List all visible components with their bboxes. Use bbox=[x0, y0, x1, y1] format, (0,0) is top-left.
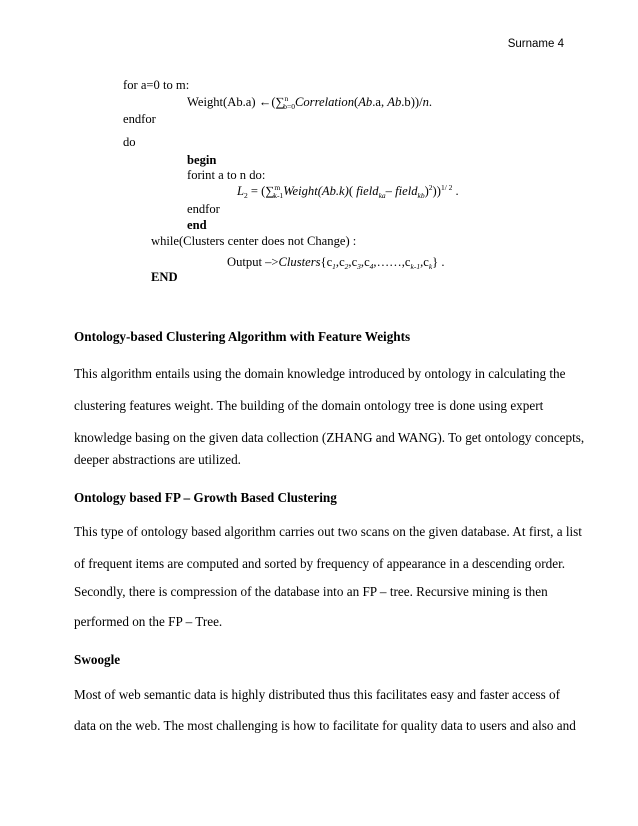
algo-line-END: END bbox=[151, 270, 178, 284]
section-heading-ontology-clustering: Ontology-based Clustering Algorithm with Feature Weights bbox=[74, 329, 411, 344]
algo-weight-arg1: Ab bbox=[358, 95, 373, 109]
algo-output-c2-pre: ,c bbox=[335, 255, 345, 269]
algo-l2-square: 2 bbox=[428, 183, 433, 192]
algo-weight-sum-sup: n bbox=[284, 94, 289, 103]
algo-line-endfor-2: endfor bbox=[187, 202, 220, 216]
section-heading-fp-growth: Ontology based FP – Growth Based Clustering bbox=[74, 490, 337, 505]
algo-output-c4-pre: ,c bbox=[360, 255, 370, 269]
algo-l2-sum-sub: k-1 bbox=[273, 191, 284, 200]
algo-line-forint: forint a to n do: bbox=[187, 168, 266, 182]
algo-output-c4: 4 bbox=[369, 262, 374, 271]
algo-l2-exponent: 1/ 2 bbox=[440, 183, 453, 192]
algo-l2-field1-sub: ka bbox=[378, 191, 386, 200]
algo-l2-fn: Weight bbox=[283, 184, 318, 198]
running-head: Surname 4 bbox=[507, 38, 564, 50]
algo-weight-prefix: Weight(Ab.a) ←(∑ bbox=[187, 95, 285, 109]
algo-weight-arg2: Ab bbox=[387, 95, 402, 109]
paragraph-line: This algorithm entails using the domain knowledge introduced by ontology in calculating the bbox=[74, 366, 566, 381]
algo-weight-open: ( bbox=[354, 95, 359, 109]
algo-output-ck-pre: ,c bbox=[420, 255, 429, 269]
algo-weight-fn: Correlation bbox=[294, 95, 354, 109]
algo-l2-end: . bbox=[452, 184, 459, 198]
algo-l2-args: (Ab.k) bbox=[317, 184, 349, 198]
paragraph-line: Secondly, there is compression of the database into an FP – tree. Recursive mining is then bbox=[74, 584, 548, 599]
algo-line-output bbox=[227, 255, 445, 271]
algo-line-weight bbox=[187, 95, 432, 111]
algo-l2-field1: field bbox=[356, 184, 379, 198]
algo-output-ck: k bbox=[428, 262, 433, 271]
algo-weight-n: n bbox=[422, 95, 429, 109]
algo-line-do: do bbox=[123, 135, 136, 149]
algo-l2-paren: ( bbox=[348, 184, 357, 198]
algo-output-c3-pre: ,c bbox=[348, 255, 358, 269]
algo-output-prefix: Output –> bbox=[227, 255, 279, 269]
algo-weight-sum-sub: b=0 bbox=[283, 102, 295, 111]
algo-weight-arg2-rest: .b))/ bbox=[401, 95, 423, 109]
algo-l2-close2: )) bbox=[432, 184, 441, 198]
algo-l2-eq: = (∑ bbox=[247, 184, 275, 198]
algo-l2-minus: – bbox=[385, 184, 396, 198]
paragraph-line: clustering features weight. The building of the domain ontology tree is done using expert bbox=[74, 398, 544, 413]
paragraph-line: performed on the FP – Tree. bbox=[74, 614, 223, 629]
algo-output-fn: Clusters bbox=[278, 255, 321, 269]
algo-l2-field2: field bbox=[395, 184, 418, 198]
algo-weight-end: . bbox=[428, 95, 433, 109]
paragraph-line: of frequent items are computed and sorted by frequency of appearance in a descending order. bbox=[74, 556, 566, 571]
algo-line-for: for a=0 to m: bbox=[123, 78, 190, 92]
algo-line-endfor-1: endfor bbox=[123, 112, 156, 126]
algo-output-mid: ,……,c bbox=[373, 255, 411, 269]
section-heading-swoogle: Swoogle bbox=[74, 652, 121, 667]
algo-line-while: while(Clusters center does not Change) : bbox=[151, 234, 357, 248]
algo-output-c3: 3 bbox=[357, 262, 361, 271]
algo-output-c1: 1 bbox=[332, 262, 336, 271]
paragraph-line: This type of ontology based algorithm carries out two scans on the given database. At first, a list bbox=[74, 524, 582, 539]
paragraph-line: deeper abstractions are utilized. bbox=[74, 452, 241, 467]
algo-l2-close: ) bbox=[424, 184, 429, 198]
paragraph-line: knowledge basing on the given data collection (ZHANG and WANG). To get ontology concepts, bbox=[74, 430, 585, 445]
algo-output-ck1: k-1 bbox=[410, 262, 421, 271]
algo-line-l2-formula bbox=[237, 184, 459, 200]
algo-line-end: end bbox=[187, 218, 207, 232]
algo-l2-symbol: L bbox=[237, 184, 245, 198]
algo-output-close: } . bbox=[432, 255, 445, 269]
algo-output-c2: 2 bbox=[344, 262, 349, 271]
algo-line-begin: begin bbox=[187, 153, 217, 167]
algo-weight-arg1-rest: .a, bbox=[372, 95, 388, 109]
algo-l2-sum-sup: m bbox=[274, 183, 281, 192]
algo-output-open: {c bbox=[320, 255, 333, 269]
algo-l2-field2-sub: kb bbox=[417, 191, 425, 200]
paragraph-line: data on the web. The most challenging is how to facilitate for quality data to users and also and bbox=[74, 718, 576, 733]
paragraph-line: Most of web semantic data is highly distributed thus this facilitates easy and faster access of bbox=[74, 687, 560, 702]
algo-l2-sub: 2 bbox=[244, 191, 248, 200]
